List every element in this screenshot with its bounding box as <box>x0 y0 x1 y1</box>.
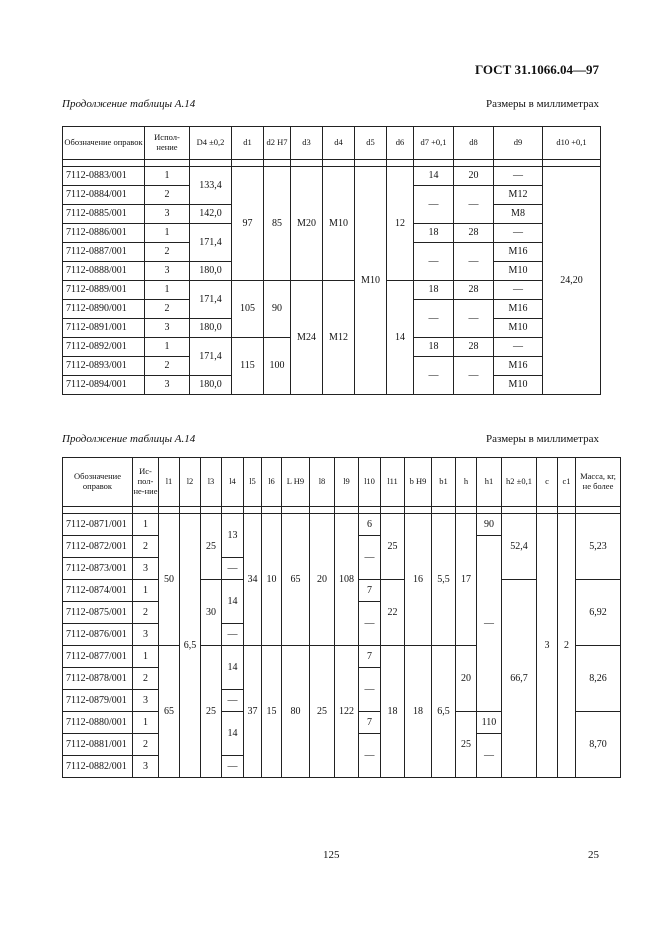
b1-cell: 6,5 <box>432 646 456 778</box>
d8-cell: — <box>454 357 494 395</box>
l10-cell: — <box>359 668 381 712</box>
l6-cell: 10 <box>262 514 282 646</box>
l4-cell: 14 <box>222 580 244 624</box>
execution-cell: 1 <box>145 167 190 186</box>
h1-cell: 90 <box>477 514 502 536</box>
col-d1: d1 <box>232 127 264 160</box>
l4-cell: — <box>222 690 244 712</box>
designation-cell: 7112-0876/001 <box>63 624 133 646</box>
col-h: h <box>456 458 477 507</box>
l10-cell: — <box>359 536 381 580</box>
l1-cell: 65 <box>159 646 180 778</box>
col-l10: l10 <box>359 458 381 507</box>
d9-cell: — <box>494 224 543 243</box>
col-h1: h1 <box>477 458 502 507</box>
col-d10: d10 +0,1 <box>543 127 601 160</box>
l10-cell: 7 <box>359 580 381 602</box>
designation-cell: 7112-0884/001 <box>63 186 145 205</box>
d9-cell: — <box>494 281 543 300</box>
d2-cell: 100 <box>264 338 291 395</box>
designation-cell: 7112-0883/001 <box>63 167 145 186</box>
L-cell: 80 <box>282 646 310 778</box>
designation-cell: 7112-0888/001 <box>63 262 145 281</box>
L-cell: 65 <box>282 514 310 646</box>
col-d9: d9 <box>494 127 543 160</box>
designation-cell: 7112-0873/001 <box>63 558 133 580</box>
table2-caption: Продолжение таблицы А.14 <box>62 433 196 445</box>
l2-cell: 6,5 <box>180 514 201 778</box>
col-d3: d3 <box>291 127 323 160</box>
table1-caption: Продолжение таблицы А.14 <box>62 98 196 110</box>
d9-cell: M10 <box>494 319 543 338</box>
execution-cell: 3 <box>133 756 159 778</box>
col-h2: h2 ±0,1 <box>502 458 537 507</box>
col-mass: Масса, кг, не более <box>576 458 621 507</box>
d5-cell: M10 <box>355 167 387 395</box>
col-d2: d2 H7 <box>264 127 291 160</box>
execution-cell: 1 <box>145 224 190 243</box>
d9-cell: — <box>494 338 543 357</box>
d9-cell: M10 <box>494 376 543 395</box>
designation-cell: 7112-0881/001 <box>63 734 133 756</box>
page-number: 125 <box>323 849 340 861</box>
table1-units: Размеры в миллиметрах <box>486 98 599 110</box>
D4-cell: 171,4 <box>190 338 232 376</box>
designation-cell: 7112-0875/001 <box>63 602 133 624</box>
mass-cell: 5,23 <box>576 514 621 580</box>
execution-cell: 2 <box>145 186 190 205</box>
l10-cell: — <box>359 602 381 646</box>
d9-cell: — <box>494 167 543 186</box>
l11-cell: 18 <box>381 646 405 778</box>
d7-cell: 14 <box>414 167 454 186</box>
standard-code: ГОСТ 31.1066.04—97 <box>474 62 599 77</box>
d7-cell: 18 <box>414 281 454 300</box>
designation-cell: 7112-0894/001 <box>63 376 145 395</box>
d4-cell: M10 <box>323 167 355 281</box>
d6-cell: 14 <box>387 281 414 395</box>
b1-cell: 5,5 <box>432 514 456 646</box>
d2-cell: 90 <box>264 281 291 338</box>
d2-cell: 85 <box>264 167 291 281</box>
col-l4: l4 <box>222 458 244 507</box>
h1-cell: — <box>477 536 502 712</box>
d1-cell: 97 <box>232 167 264 281</box>
l4-cell: — <box>222 756 244 778</box>
designation-cell: 7112-0892/001 <box>63 338 145 357</box>
l9-cell: 122 <box>335 646 359 778</box>
l8-cell: 20 <box>310 514 335 646</box>
d8-cell: 28 <box>454 281 494 300</box>
l11-cell: 22 <box>381 580 405 646</box>
execution-cell: 3 <box>133 690 159 712</box>
designation-cell: 7112-0879/001 <box>63 690 133 712</box>
mass-cell: 6,92 <box>576 580 621 646</box>
l3-cell: 25 <box>201 514 222 580</box>
designation-cell: 7112-0890/001 <box>63 300 145 319</box>
col-l8: l8 <box>310 458 335 507</box>
d8-cell: — <box>454 300 494 338</box>
l4-cell: 13 <box>222 514 244 558</box>
l8-cell: 25 <box>310 646 335 778</box>
designation-cell: 7112-0871/001 <box>63 514 133 536</box>
col-l6: l6 <box>262 458 282 507</box>
col-b: b H9 <box>405 458 432 507</box>
l4-cell: 14 <box>222 646 244 690</box>
l4-cell: — <box>222 558 244 580</box>
D4-cell: 133,4 <box>190 167 232 205</box>
d7-cell: — <box>414 357 454 395</box>
d9-cell: M16 <box>494 357 543 376</box>
execution-cell: 1 <box>145 281 190 300</box>
l4-cell: 14 <box>222 712 244 756</box>
col-d7: d7 +0,1 <box>414 127 454 160</box>
d7-cell: — <box>414 243 454 281</box>
col-D4: D4 ±0,2 <box>190 127 232 160</box>
col-d5: d5 <box>355 127 387 160</box>
h-cell: 20 <box>456 646 477 712</box>
designation-cell: 7112-0893/001 <box>63 357 145 376</box>
col-l9: l9 <box>335 458 359 507</box>
d6-cell: 12 <box>387 167 414 281</box>
table2 <box>62 457 621 778</box>
col-b1: b1 <box>432 458 456 507</box>
designation-cell: 7112-0889/001 <box>63 281 145 300</box>
designation-cell: 7112-0878/001 <box>63 668 133 690</box>
l10-cell: 7 <box>359 646 381 668</box>
D4-cell: 180,0 <box>190 319 232 338</box>
h1-cell: 110 <box>477 712 502 734</box>
D4-cell: 180,0 <box>190 376 232 395</box>
h1-cell: — <box>477 734 502 778</box>
d8-cell: 20 <box>454 167 494 186</box>
designation-cell: 7112-0886/001 <box>63 224 145 243</box>
h2-cell: 52,4 <box>502 514 537 580</box>
table1-header-row <box>63 127 601 160</box>
col-l1: l1 <box>159 458 180 507</box>
execution-cell: 1 <box>133 646 159 668</box>
col-l5: l5 <box>244 458 262 507</box>
l11-cell: 25 <box>381 514 405 580</box>
col-c1: c1 <box>558 458 576 507</box>
execution-cell: 2 <box>133 734 159 756</box>
execution-cell: 3 <box>145 262 190 281</box>
execution-cell: 1 <box>133 712 159 734</box>
designation-cell: 7112-0887/001 <box>63 243 145 262</box>
l5-cell: 34 <box>244 514 262 646</box>
table2-units: Размеры в миллиметрах <box>486 433 599 445</box>
d7-cell: 18 <box>414 338 454 357</box>
col-l2: l2 <box>180 458 201 507</box>
execution-cell: 1 <box>133 580 159 602</box>
d9-cell: M8 <box>494 205 543 224</box>
h-cell: 17 <box>456 514 477 646</box>
designation-cell: 7112-0872/001 <box>63 536 133 558</box>
col-designation: Обозначение оправок <box>63 127 145 160</box>
l3-cell: 25 <box>201 646 222 778</box>
D4-cell: 142,0 <box>190 205 232 224</box>
d9-cell: M16 <box>494 243 543 262</box>
h2-cell: 66,7 <box>502 580 537 778</box>
table1 <box>62 126 601 395</box>
execution-cell: 3 <box>145 376 190 395</box>
table-row <box>63 167 601 186</box>
designation-cell: 7112-0891/001 <box>63 319 145 338</box>
b-cell: 18 <box>405 646 432 778</box>
d1-cell: 115 <box>232 338 264 395</box>
execution-cell: 3 <box>145 319 190 338</box>
mass-cell: 8,26 <box>576 646 621 712</box>
designation-cell: 7112-0882/001 <box>63 756 133 778</box>
col-l3: l3 <box>201 458 222 507</box>
c-cell: 3 <box>537 514 558 778</box>
col-execution: Испол-нение <box>145 127 190 160</box>
table-row <box>63 514 621 536</box>
d7-cell: — <box>414 186 454 224</box>
l3-cell: 30 <box>201 580 222 646</box>
designation-cell: 7112-0877/001 <box>63 646 133 668</box>
d8-cell: — <box>454 243 494 281</box>
l1-cell: 50 <box>159 514 180 646</box>
D4-cell: 171,4 <box>190 281 232 319</box>
D4-cell: 171,4 <box>190 224 232 262</box>
l10-cell: 7 <box>359 712 381 734</box>
col-d4: d4 <box>323 127 355 160</box>
l9-cell: 108 <box>335 514 359 646</box>
execution-cell: 2 <box>145 300 190 319</box>
col-d8: d8 <box>454 127 494 160</box>
d9-cell: M12 <box>494 186 543 205</box>
col-d6: d6 <box>387 127 414 160</box>
d8-cell: 28 <box>454 224 494 243</box>
execution-cell: 3 <box>145 205 190 224</box>
designation-cell: 7112-0880/001 <box>63 712 133 734</box>
d10-cell: 24,20 <box>543 167 601 395</box>
d8-cell: 28 <box>454 338 494 357</box>
D4-cell: 180,0 <box>190 262 232 281</box>
mass-cell: 8,70 <box>576 712 621 778</box>
d1-cell: 105 <box>232 281 264 338</box>
execution-cell: 3 <box>133 624 159 646</box>
table-row <box>63 281 601 300</box>
execution-cell: 1 <box>145 338 190 357</box>
h-cell: 25 <box>456 712 477 778</box>
col-l11: l11 <box>381 458 405 507</box>
l5-cell: 37 <box>244 646 262 778</box>
execution-cell: 1 <box>133 514 159 536</box>
c1-cell: 2 <box>558 514 576 778</box>
designation-cell: 7112-0885/001 <box>63 205 145 224</box>
d8-cell: — <box>454 186 494 224</box>
l6-cell: 15 <box>262 646 282 778</box>
col-L: L H9 <box>282 458 310 507</box>
d9-cell: M10 <box>494 262 543 281</box>
d9-cell: M16 <box>494 300 543 319</box>
execution-cell: 2 <box>133 668 159 690</box>
col-designation: Обозначение оправок <box>63 458 133 507</box>
l4-cell: — <box>222 624 244 646</box>
sheet-number: 25 <box>588 849 599 861</box>
execution-cell: 3 <box>133 558 159 580</box>
d3-cell: M20 <box>291 167 323 281</box>
col-c: c <box>537 458 558 507</box>
execution-cell: 2 <box>145 357 190 376</box>
designation-cell: 7112-0874/001 <box>63 580 133 602</box>
d3-cell: M24 <box>291 281 323 395</box>
col-execution: Ис-пол-не-ние <box>133 458 159 507</box>
b-cell: 16 <box>405 514 432 646</box>
table2-header-row <box>63 458 621 507</box>
d7-cell: — <box>414 300 454 338</box>
l10-cell: 6 <box>359 514 381 536</box>
d4-cell: M12 <box>323 281 355 395</box>
execution-cell: 2 <box>133 602 159 624</box>
l10-cell: — <box>359 734 381 778</box>
execution-cell: 2 <box>145 243 190 262</box>
d7-cell: 18 <box>414 224 454 243</box>
execution-cell: 2 <box>133 536 159 558</box>
